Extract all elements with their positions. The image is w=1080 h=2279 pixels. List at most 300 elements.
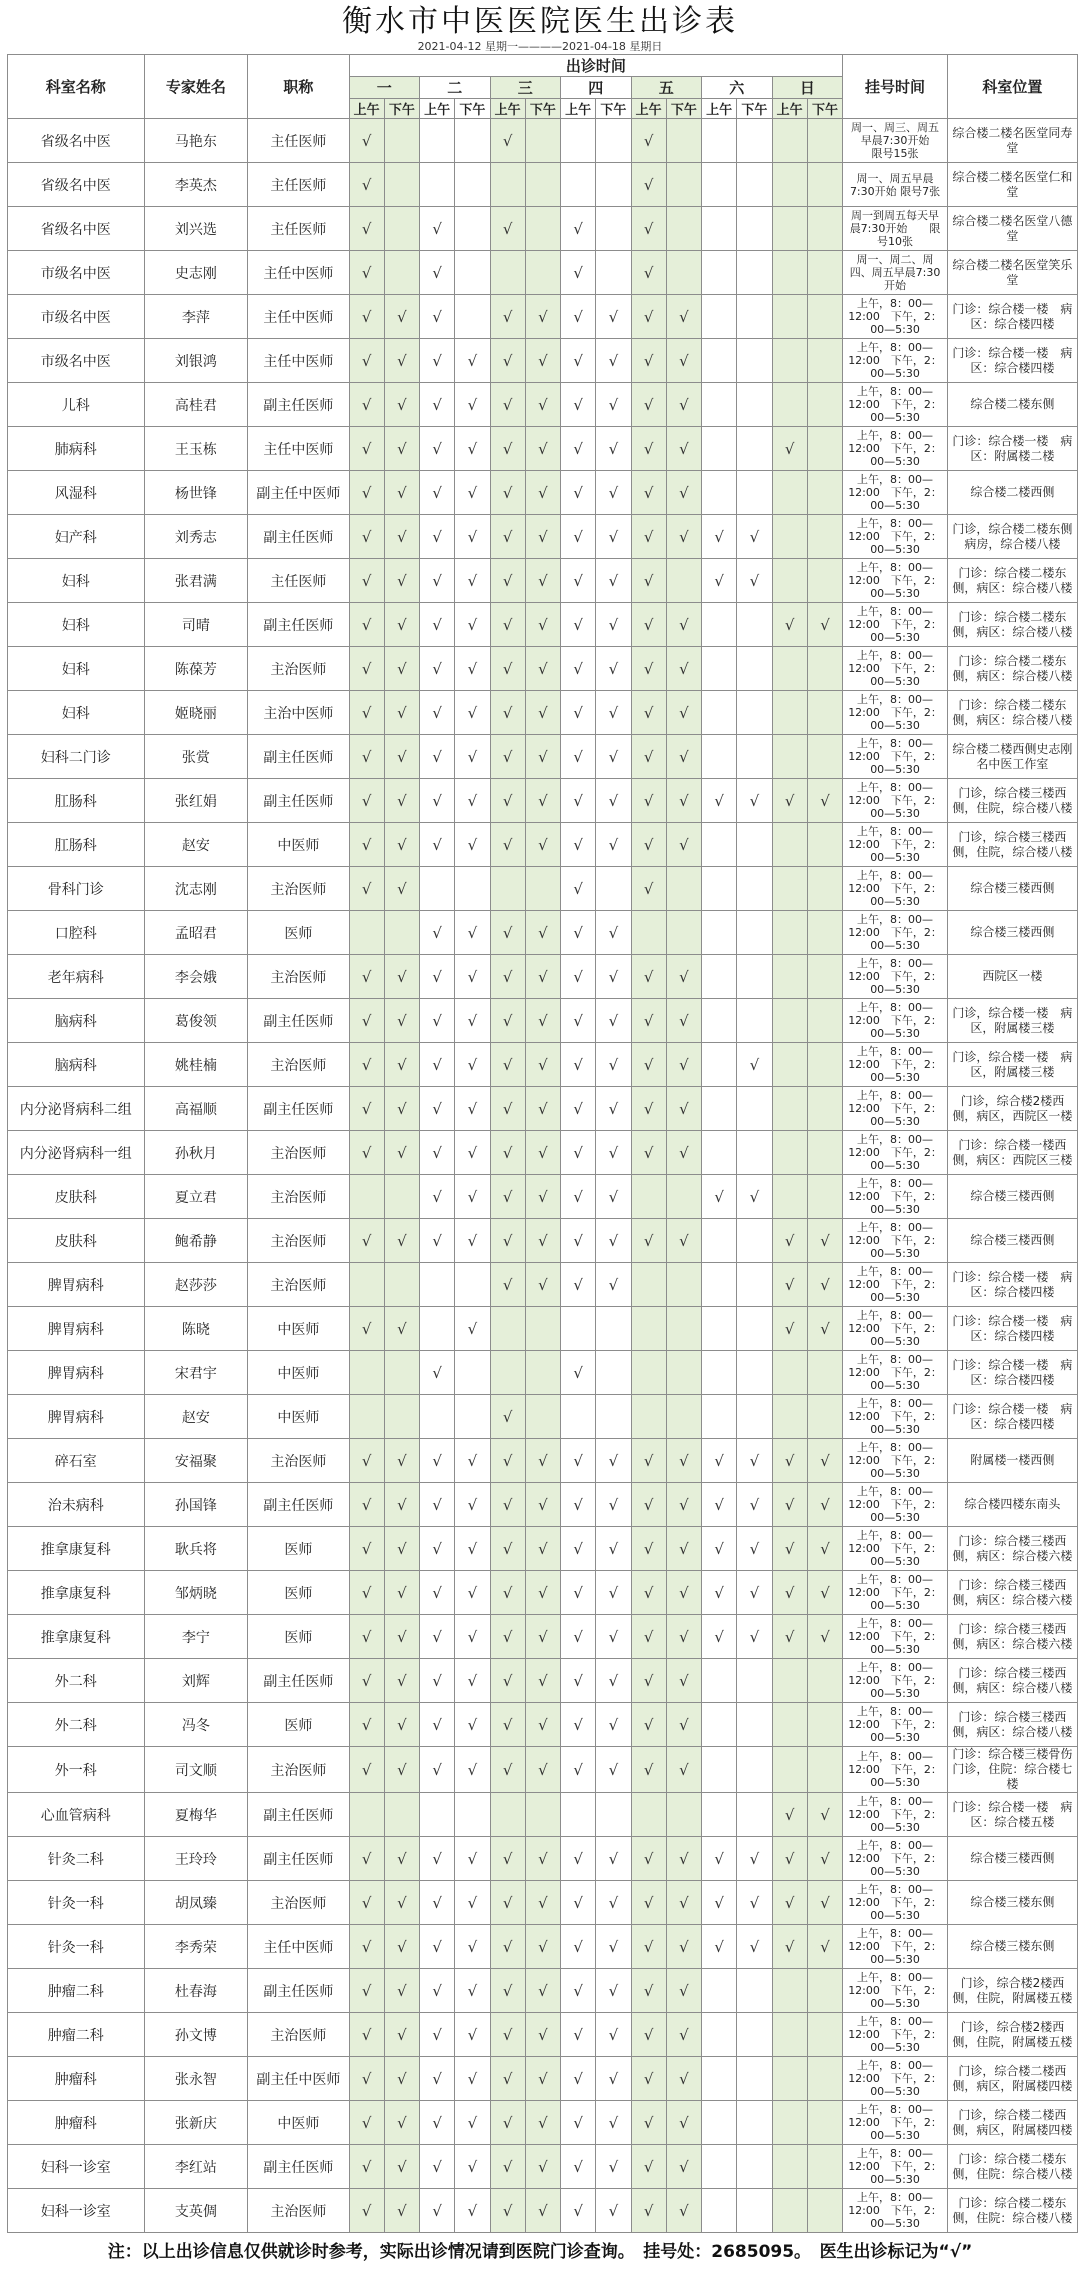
register-time-cell: 上午，8：00—12:00 下午，2：00—5:30 [843,1571,948,1615]
schedule-check: √ [737,1837,772,1881]
schedule-check: √ [631,515,666,559]
schedule-check: √ [420,2189,455,2233]
location-cell: 门诊，综合楼三楼西侧，住院，综合楼八楼 [947,823,1077,867]
schedule-check: √ [525,427,560,471]
schedule-check: √ [596,647,631,691]
schedule-check: √ [349,1837,384,1881]
schedule-check: √ [525,1263,560,1307]
register-time-cell: 上午，8：00—12:00 下午，2：00—5:30 [843,911,948,955]
schedule-empty [702,427,737,471]
table-row [8,1087,1078,1131]
rank-cell: 主任医师 [248,207,349,251]
doctor-name-cell: 张赏 [144,735,248,779]
schedule-check: √ [596,383,631,427]
schedule-empty [737,119,772,163]
schedule-empty [772,1351,807,1395]
schedule-check: √ [455,383,490,427]
schedule-empty [631,1263,666,1307]
table-row [8,911,1078,955]
schedule-empty [490,1307,525,1351]
schedule-check: √ [420,1747,455,1793]
schedule-check: √ [702,1527,737,1571]
schedule-empty [702,1043,737,1087]
schedule-check: √ [525,383,560,427]
schedule-check: √ [772,1571,807,1615]
doctor-name-cell: 李萍 [144,295,248,339]
location-cell: 门诊：综合楼二楼东侧，病区：综合楼八楼 [947,691,1077,735]
schedule-check: √ [561,2189,596,2233]
schedule-empty [666,1395,701,1439]
schedule-check: √ [596,515,631,559]
schedule-check: √ [349,823,384,867]
schedule-check: √ [631,823,666,867]
register-time-cell: 上午，8：00—12:00 下午，2：00—5:30 [843,1131,948,1175]
dept-cell: 肿瘤二科 [8,1969,145,2013]
dept-cell: 内分泌肾病科一组 [8,1131,145,1175]
schedule-empty [772,1703,807,1747]
schedule-empty [666,867,701,911]
register-time-cell: 周一到周五每天早晨7:30开始 限号10张 [843,207,948,251]
schedule-empty [349,911,384,955]
schedule-empty [702,1793,737,1837]
schedule-check: √ [384,295,419,339]
schedule-empty [702,1087,737,1131]
morning-header: 上午 [561,99,596,119]
schedule-check: √ [490,339,525,383]
schedule-check: √ [631,1131,666,1175]
location-cell: 西院区一楼 [947,955,1077,999]
schedule-check: √ [490,823,525,867]
schedule-check: √ [349,779,384,823]
table-row [8,1925,1078,1969]
schedule-empty [772,911,807,955]
header-schedule: 出诊时间 [349,55,843,77]
schedule-check: √ [349,1043,384,1087]
register-time-cell: 上午，8：00—12:00 下午，2：00—5:30 [843,647,948,691]
register-time-cell: 上午，8：00—12:00 下午，2：00—5:30 [843,823,948,867]
schedule-empty [737,1263,772,1307]
rank-cell: 主治医师 [248,1219,349,1263]
schedule-check: √ [525,647,560,691]
dept-cell: 肿瘤二科 [8,2013,145,2057]
schedule-check: √ [384,2189,419,2233]
schedule-empty [631,911,666,955]
doctor-name-cell: 司文顺 [144,1747,248,1793]
register-time-cell: 上午，8：00—12:00 下午，2：00—5:30 [843,1043,948,1087]
schedule-check: √ [490,603,525,647]
schedule-check: √ [737,1175,772,1219]
schedule-empty [772,1087,807,1131]
schedule-empty [384,251,419,295]
schedule-check: √ [807,779,842,823]
schedule-empty [666,559,701,603]
schedule-check: √ [420,2057,455,2101]
footer-disclaimer: 注：以上出诊信息仅供就诊时参考，实际出诊情况请到医院门诊查询。 [107,2242,627,2262]
schedule-empty [807,339,842,383]
schedule-check: √ [561,647,596,691]
schedule-empty [772,515,807,559]
schedule-empty [596,1351,631,1395]
table-row [8,1881,1078,1925]
location-cell: 门诊：综合楼三楼西侧，病区：综合楼六楼 [947,1527,1077,1571]
dept-cell: 内分泌肾病科二组 [8,1087,145,1131]
schedule-empty [666,251,701,295]
schedule-empty [737,427,772,471]
location-cell: 门诊：综合楼一楼 病区：综合楼四楼 [947,1263,1077,1307]
schedule-check: √ [631,1087,666,1131]
schedule-empty [561,119,596,163]
weekday-header: 日 [772,77,843,99]
schedule-check: √ [666,2145,701,2189]
schedule-check: √ [807,1925,842,1969]
schedule-check: √ [525,1527,560,1571]
schedule-empty [702,2145,737,2189]
table-row [8,295,1078,339]
schedule-check: √ [384,1659,419,1703]
schedule-check: √ [455,1571,490,1615]
dept-cell: 肿瘤科 [8,2101,145,2145]
schedule-check: √ [349,1087,384,1131]
schedule-check: √ [525,1439,560,1483]
schedule-check: √ [807,603,842,647]
schedule-empty [807,1395,842,1439]
schedule-check: √ [455,823,490,867]
location-cell: 门诊，综合楼一楼 病区，附属楼三楼 [947,999,1077,1043]
schedule-check: √ [737,1925,772,1969]
schedule-check: √ [420,339,455,383]
schedule-check: √ [349,1439,384,1483]
schedule-check: √ [596,1483,631,1527]
schedule-check: √ [596,339,631,383]
register-time-cell: 上午，8：00—12:00 下午，2：00—5:30 [843,867,948,911]
schedule-empty [384,911,419,955]
schedule-empty [420,1263,455,1307]
schedule-empty [455,867,490,911]
schedule-empty [631,1351,666,1395]
header-register: 挂号时间 [843,55,948,119]
register-time-cell: 上午，8：00—12:00 下午，2：00—5:30 [843,559,948,603]
schedule-check: √ [525,1175,560,1219]
schedule-empty [420,119,455,163]
schedule-empty [807,1131,842,1175]
schedule-check: √ [455,1307,490,1351]
doctor-name-cell: 赵安 [144,823,248,867]
schedule-check: √ [349,2189,384,2233]
schedule-check: √ [455,647,490,691]
schedule-empty [807,867,842,911]
schedule-check: √ [349,427,384,471]
register-time-cell: 上午，8：00—12:00 下午，2：00—5:30 [843,735,948,779]
schedule-check: √ [490,1747,525,1793]
schedule-check: √ [525,559,560,603]
schedule-empty [702,163,737,207]
schedule-empty [772,955,807,999]
schedule-check: √ [772,1615,807,1659]
schedule-check: √ [490,1703,525,1747]
table-row [8,1703,1078,1747]
schedule-check: √ [561,999,596,1043]
schedule-check: √ [455,1615,490,1659]
schedule-check: √ [666,515,701,559]
schedule-check: √ [455,559,490,603]
schedule-empty [384,1263,419,1307]
doctor-name-cell: 姬晓丽 [144,691,248,735]
doctor-name-cell: 邹炳晓 [144,1571,248,1615]
schedule-empty [631,1395,666,1439]
register-time-cell: 上午，8：00—12:00 下午，2：00—5:30 [843,1087,948,1131]
schedule-check: √ [737,1571,772,1615]
schedule-empty [772,207,807,251]
schedule-check: √ [561,1087,596,1131]
afternoon-header: 下午 [737,99,772,119]
schedule-check: √ [737,1043,772,1087]
schedule-check: √ [384,603,419,647]
schedule-empty [772,163,807,207]
schedule-check: √ [455,603,490,647]
register-time-cell: 上午，8：00—12:00 下午，2：00—5:30 [843,955,948,999]
schedule-check: √ [561,1439,596,1483]
schedule-check: √ [596,1881,631,1925]
table-row [8,779,1078,823]
header-rank: 职称 [248,55,349,119]
schedule-empty [666,119,701,163]
schedule-empty [737,251,772,295]
schedule-empty [807,955,842,999]
table-row [8,1131,1078,1175]
schedule-check: √ [525,735,560,779]
schedule-empty [737,911,772,955]
schedule-check: √ [420,1219,455,1263]
schedule-check: √ [349,1527,384,1571]
dept-cell: 市级名中医 [8,295,145,339]
weekday-header: 四 [561,77,632,99]
schedule-check: √ [349,559,384,603]
schedule-check: √ [525,1881,560,1925]
doctor-name-cell: 高桂君 [144,383,248,427]
schedule-check: √ [561,1571,596,1615]
doctor-name-cell: 鲍希静 [144,1219,248,1263]
schedule-check: √ [420,427,455,471]
schedule-empty [455,163,490,207]
schedule-check: √ [455,1527,490,1571]
schedule-empty [737,1793,772,1837]
dept-cell: 心血管病科 [8,1793,145,1837]
schedule-check: √ [807,1307,842,1351]
schedule-check: √ [596,603,631,647]
table-row [8,1439,1078,1483]
schedule-check: √ [420,471,455,515]
dept-cell: 市级名中医 [8,251,145,295]
rank-cell: 医师 [248,1703,349,1747]
rank-cell: 主任医师 [248,559,349,603]
schedule-check: √ [631,2145,666,2189]
table-row [8,1659,1078,1703]
schedule-empty [807,163,842,207]
rank-cell: 主任医师 [248,119,349,163]
doctor-name-cell: 李英杰 [144,163,248,207]
schedule-check: √ [349,2101,384,2145]
rank-cell: 副主任医师 [248,1483,349,1527]
schedule-check: √ [490,955,525,999]
schedule-empty [490,867,525,911]
rank-cell: 副主任医师 [248,1659,349,1703]
rank-cell: 副主任中医师 [248,471,349,515]
schedule-check: √ [772,1483,807,1527]
weekday-header: 三 [490,77,561,99]
schedule-check: √ [455,911,490,955]
schedule-check: √ [490,2145,525,2189]
schedule-empty [737,339,772,383]
schedule-check: √ [420,1881,455,1925]
rank-cell: 中医师 [248,1351,349,1395]
schedule-check: √ [490,207,525,251]
dept-cell: 脾胃病科 [8,1395,145,1439]
schedule-empty [807,471,842,515]
schedule-check: √ [561,515,596,559]
location-cell: 门诊：综合楼一楼 病区：综合楼四楼 [947,295,1077,339]
schedule-check: √ [525,1219,560,1263]
schedule-empty [807,1703,842,1747]
schedule-empty [772,1969,807,2013]
schedule-check: √ [666,1659,701,1703]
schedule-empty [772,2189,807,2233]
schedule-check: √ [596,2145,631,2189]
rank-cell: 中医师 [248,1395,349,1439]
schedule-check: √ [807,1615,842,1659]
header-location: 科室位置 [947,55,1077,119]
schedule-empty [702,911,737,955]
schedule-check: √ [525,691,560,735]
location-cell: 门诊：综合楼三楼骨伤门诊，住院：综合楼七楼 [947,1747,1077,1793]
schedule-check: √ [455,515,490,559]
header-doctor: 专家姓名 [144,55,248,119]
schedule-check: √ [807,1483,842,1527]
location-cell: 门诊，综合楼二楼西侧，病区，附属楼四楼 [947,2057,1077,2101]
schedule-check: √ [702,1925,737,1969]
schedule-check: √ [384,1837,419,1881]
schedule-empty [420,163,455,207]
table-row [8,515,1078,559]
weekday-header: 五 [631,77,702,99]
schedule-empty [737,647,772,691]
schedule-empty [702,1131,737,1175]
schedule-empty [596,163,631,207]
register-time-cell: 上午，8：00—12:00 下午，2：00—5:30 [843,1307,948,1351]
rank-cell: 主任中医师 [248,427,349,471]
schedule-check: √ [455,779,490,823]
schedule-check: √ [631,1703,666,1747]
register-time-cell: 上午，8：00—12:00 下午，2：00—5:30 [843,2101,948,2145]
rank-cell: 中医师 [248,2101,349,2145]
table-row [8,691,1078,735]
schedule-empty [702,251,737,295]
schedule-check: √ [384,999,419,1043]
register-time-cell: 上午，8：00—12:00 下午，2：00—5:30 [843,2013,948,2057]
morning-header: 上午 [772,99,807,119]
schedule-check: √ [384,559,419,603]
schedule-check: √ [525,999,560,1043]
register-time-cell: 周一、周三、周五早晨7:30开始 限号15张 [843,119,948,163]
rank-cell: 医师 [248,1571,349,1615]
dept-cell: 外二科 [8,1659,145,1703]
table-row [8,2189,1078,2233]
schedule-check: √ [596,1087,631,1131]
page-title: 衡水市中医医院医生出诊表 [342,4,738,39]
schedule-check: √ [490,647,525,691]
schedule-check: √ [349,1483,384,1527]
schedule-empty [737,383,772,427]
schedule-empty [561,1307,596,1351]
schedule-empty [525,1395,560,1439]
schedule-check: √ [420,1351,455,1395]
schedule-check: √ [596,2057,631,2101]
schedule-check: √ [525,2189,560,2233]
afternoon-header: 下午 [525,99,560,119]
schedule-check: √ [349,1131,384,1175]
table-row [8,427,1078,471]
schedule-check: √ [596,1219,631,1263]
schedule-check: √ [561,339,596,383]
doctor-name-cell: 葛俊领 [144,999,248,1043]
schedule-check: √ [420,911,455,955]
schedule-check: √ [455,427,490,471]
schedule-check: √ [384,471,419,515]
location-cell: 门诊：综合楼三楼西侧，病区：综合楼六楼 [947,1571,1077,1615]
schedule-check: √ [772,1881,807,1925]
schedule-check: √ [807,1571,842,1615]
schedule-check: √ [349,999,384,1043]
schedule-check: √ [384,1087,419,1131]
schedule-check: √ [737,1483,772,1527]
schedule-empty [702,999,737,1043]
schedule-empty [772,2013,807,2057]
schedule-empty [490,1351,525,1395]
schedule-check: √ [384,1131,419,1175]
schedule-empty [702,2189,737,2233]
schedule-check: √ [666,823,701,867]
schedule-check: √ [525,779,560,823]
schedule-empty [490,163,525,207]
schedule-empty [666,1793,701,1837]
doctor-name-cell: 刘辉 [144,1659,248,1703]
doctor-name-cell: 刘银鸿 [144,339,248,383]
dept-cell: 脑病科 [8,999,145,1043]
rank-cell: 副主任医师 [248,1969,349,2013]
table-row [8,339,1078,383]
dept-cell: 外二科 [8,1703,145,1747]
schedule-check: √ [631,647,666,691]
schedule-empty [772,251,807,295]
schedule-empty [420,1395,455,1439]
schedule-check: √ [525,2013,560,2057]
schedule-check: √ [420,1703,455,1747]
table-row [8,735,1078,779]
schedule-check: √ [384,427,419,471]
register-time-cell: 上午，8：00—12:00 下午，2：00—5:30 [843,999,948,1043]
schedule-check: √ [596,999,631,1043]
schedule-check: √ [420,383,455,427]
schedule-empty [702,471,737,515]
schedule-check: √ [384,779,419,823]
schedule-check: √ [702,1571,737,1615]
table-row [8,251,1078,295]
footer-note [0,2232,1080,2272]
location-cell: 门诊：综合楼二楼东侧，病区：综合楼八楼 [947,559,1077,603]
register-time-cell: 上午，8：00—12:00 下午，2：00—5:30 [843,1659,948,1703]
dept-cell: 碎石室 [8,1439,145,1483]
table-row [8,1175,1078,1219]
schedule-check: √ [666,1043,701,1087]
